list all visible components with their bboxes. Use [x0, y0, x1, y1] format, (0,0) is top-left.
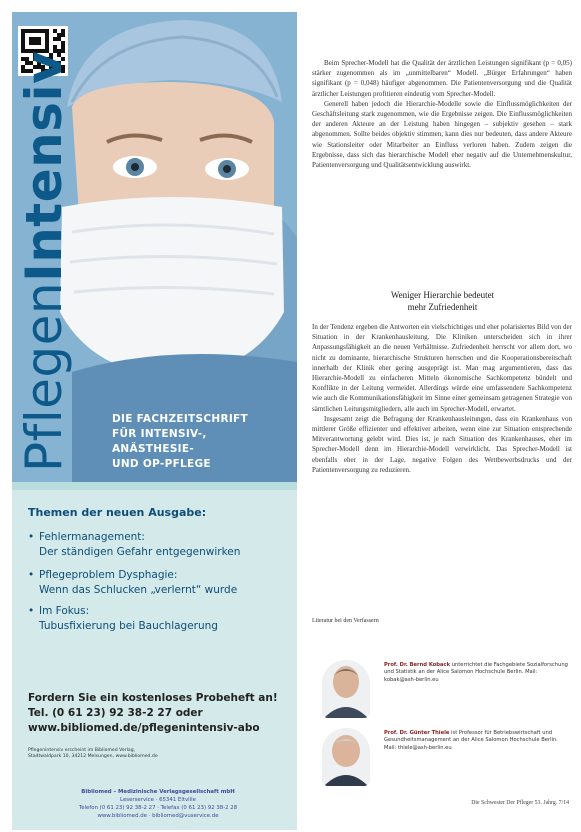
brand-light: Pflegen: [15, 281, 73, 472]
portrait-icon: [322, 660, 370, 718]
author-bio: [384, 662, 569, 684]
topic-line: Fehlermanagement:: [39, 531, 145, 543]
author-text: unterrichtet die Fachgebiete Sozialforschung und Statistik an der Alice Salomon Hochschule Berlin. Mail: kobak@ash-berlin.eu: [384, 662, 568, 683]
paragraph: Insgesamt zeigt die Befragung der Krankenhausleitungen, dass ein Krankenhaus von mittlerer Größe effizienter und effektiver arbeiten, wenn eine zur Situation entsprechende Mitverantwortung gelebt wird. Dies ist, je nach Situation des Krankenhauses, eher im Sprecher-Modell denn im Hierarchie-Modell verwirklicht. Das Sprecher-Modell ist ebenfalls eher in der Lage, negative Folgen des Wettbewerbsdrucks und der Patientenversorgung zu reduzieren.: [312, 414, 572, 474]
tagline: [112, 412, 292, 472]
tagline-line: UND OP-PFLEGE: [112, 458, 211, 470]
author-text: ist Professor für Betriebswirtschaft und Gesundheitsmanagement an der Alice Salomon Hochschule Berlin. Mail: thiele@ash-berlin.eu: [384, 730, 558, 751]
publisher-note: [28, 748, 288, 760]
topic-item: [28, 530, 288, 560]
topic-line: Der ständigen Gefahr entgegenwirken: [39, 546, 241, 558]
author-card: [316, 660, 578, 720]
avatar: [322, 660, 370, 718]
article-subheading: [330, 289, 555, 313]
author-name: Prof. Dr. Günter Thiele: [384, 730, 450, 736]
topic-line: Pflegeproblem Dysphagie:: [39, 569, 178, 581]
brand-bold: Intensiv: [15, 50, 73, 282]
author-name: Prof. Dr. Bernd Koback: [384, 662, 451, 668]
literature-credit: Literatur bei den Verfassern: [312, 618, 379, 624]
topic-line: Tubusfixierung bei Bauchlagerung: [39, 620, 218, 632]
paragraph: In der Tendenz ergeben die Antworten ein vielschichtiges und eher polarisiertes Bild von der Situation in der Krankenhausleitung. Die Kliniken unterscheiden sich in ihrer Anpassungsfähigkeit an die neuen Verhältnisse. Zufriedenheit herrscht vor allem dort, wo nicht zu dominante, hierarchische Strukturen herrschen und die Kooperationsbereitschaft innerhalb der Klinik eher gering ausgeprägt ist. Man mag argumentieren, dass das Hierarchie-Modell zu einfacheren Mitteln ökonomische Sachkompetenz bündelt und Konflikte in der Leitung vermeidet. Allerdings würde eine umfassendere Sachkompetenz wie auch die Kommunikationsfähigkeit im Sinne einer gemeinsam getragenen Strategie von sämtlichen Leitungsmitgliedern, alle auch im Sprecher-Modell, erwartet.: [312, 323, 572, 413]
topic-line: Wenn das Schlucken „verlernt“ wurde: [39, 584, 238, 596]
order-link[interactable]: www.bibliomed.de/pflegenintensiv-abo: [28, 722, 260, 734]
publisher-contact: [28, 788, 288, 820]
advertisement-panel: [12, 12, 297, 830]
article-part-2: [312, 322, 572, 475]
ad-info-panel: [12, 482, 297, 830]
article-part-1: [312, 58, 572, 170]
paragraph: Generell haben jedoch die Hierarchie-Modelle sowie die Einflussmöglichkeiten der Geschäftsleitung stark zugenommen, wie die Ergebnisse zeigen. Die Einflussmöglichkeiten der anderen Akteure an der Leistung haben hingegen – subjektiv gesehen – stark abgenommen. Sollte beides objektiv stimmen, kann dies nur bedeuten, dass andere Akteure wie Stationsleiter oder Mitarbeiter an Einfluss verloren haben. Zudem zeigen die Ergebnisse, dass sich das hierarchische Modell eher negativ auf die Unternehmenskultur, Patientenversorgung und Qualitätsentwicklung auswirkt.: [312, 99, 572, 170]
tagline-line: DIE FACHZEITSCHRIFT: [112, 413, 248, 425]
subheading-line: Weniger Hierarchie bedeutet: [390, 290, 495, 300]
paragraph: Beim Sprecher-Modell hat die Qualität der ärztlichen Leistungen signifikant (p = 0,05) stärker zugenommen als im „unmittelbaren“ Modell. „Bürger Erfahrungen“ haben signifikant (p = 0,048) häufiger abgenommen. Die Patientenversorgung und die Qualität ärztlicher Leistungen profitieren eindeutig vom Sprecher-Modell.: [312, 59, 572, 98]
note-line: Stadtwaldpark 10, 34212 Melsungen, www.bibliomed.de: [28, 754, 158, 759]
brand-logo: [15, 51, 73, 472]
topic-line: Im Fokus:: [39, 605, 90, 617]
portrait-icon: [322, 728, 370, 786]
tagline-line: FÜR INTENSIV-, ANÄSTHESIE-: [112, 428, 207, 455]
author-card: [316, 728, 578, 788]
author-bio: [384, 730, 569, 752]
note-line: Pflegenintensiv erscheint im Bibliomed Verlag,: [28, 748, 136, 753]
page-footer: Die Schwester Der Pfleger 53. Jahrg. 7/14: [471, 800, 569, 806]
order-info: [28, 691, 293, 736]
publisher-line: Leserservice · 65341 Eltville: [120, 797, 196, 803]
bullet: •: [28, 605, 35, 617]
panel-band: [12, 482, 297, 490]
publisher-line: Telefon (0 61 23) 92 38-2 27 · Telefax (0 61 23) 92 38-2 28: [78, 805, 238, 811]
publisher-line[interactable]: www.bibliomed.de · bibliomed@vuservice.de: [97, 813, 219, 819]
topics-heading: Themen der neuen Ausgabe:: [28, 506, 207, 519]
order-phone[interactable]: Tel. (0 61 23) 92 38-2 27 oder: [28, 707, 203, 719]
bullet: •: [28, 569, 35, 581]
order-line: Fordern Sie ein kostenloses Probeheft an!: [28, 692, 278, 704]
topic-item: [28, 568, 288, 598]
subheading-line: mehr Zufriedenheit: [407, 302, 478, 312]
bullet: •: [28, 531, 35, 543]
avatar: [322, 728, 370, 786]
topic-item: [28, 604, 288, 634]
publisher-name: Bibliomed – Medizinische Verlagsgesellschaft mbH: [81, 789, 235, 795]
